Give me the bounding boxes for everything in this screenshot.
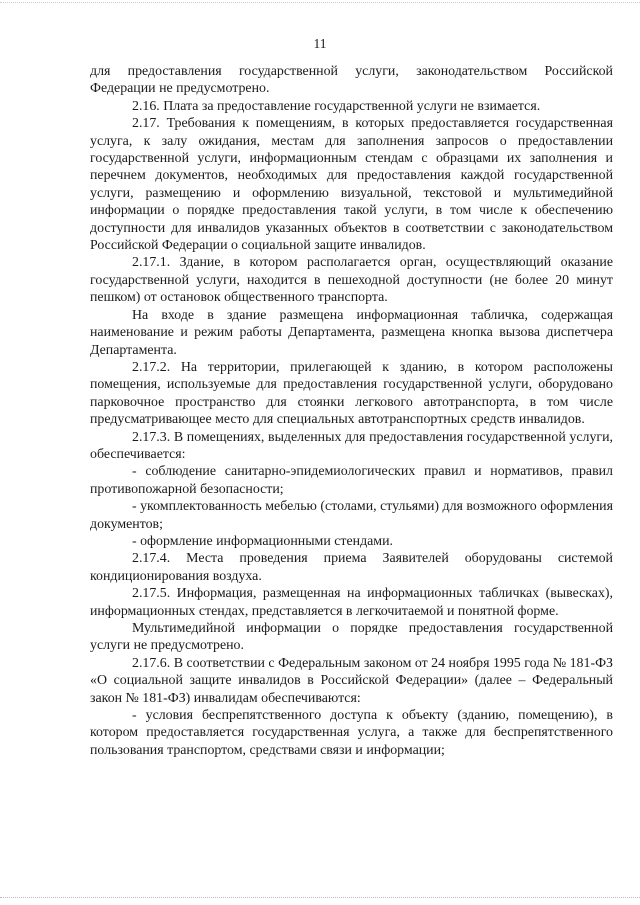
paragraph: 2.17.1. Здание, в котором располагается орган, осуществляющий оказание государственной услуги, находится в пешеходной доступности (не более 20 минут пешком) от остановок общественного транспорта. — [90, 255, 613, 306]
paragraph: 2.17.2. На территории, прилегающей к зданию, в котором расположены помещения, используемые для предоставления государственной услуги, оборудовано парковочное пространство для стоянки легкового автотранспорта, в том числе предусматривающее место для специальных автотранспортных средств инвалидов. — [90, 359, 613, 428]
paragraph: 2.16. Плата за предоставление государственной услуги не взимается. — [132, 98, 541, 114]
paragraph: 2.17. Требования к помещениям, в которых предоставляется государственная услуга, к залу ожидания, местам для заполнения запросов о предоставлении государственной услуги, информационным стендам с образцами их заполнения и перечнем документов, необходимых для предоставления каждой государственной услуги, размещению и оформлению визуальной, текстовой и мультимедийной информации о порядке предоставления такой услуги, в том числе к обеспечению доступности для инвалидов указанных объектов в соответствии с законодательством Российской Федерации о социальной защите инвалидов. — [90, 116, 613, 254]
document-body — [90, 63, 613, 759]
paragraph: 2.17.3. В помещениях, выделенных для предоставления государственной услуги, обеспечивается: — [90, 429, 613, 462]
paragraph: На входе в здание размещена информационная табличка, содержащая наименование и режим работы Департамента, размещена кнопка вызова диспетчера Департамента. — [90, 307, 613, 358]
paragraph: - условия беспрепятственного доступа к объекту (зданию, помещению), в котором предоставляется государственная услуга, а также для беспрепятственного пользования транспортом, средствами связи и информации; — [90, 708, 613, 758]
scan-edge-bottom — [0, 897, 640, 899]
paragraph: 2.17.4. Места проведения приема Заявителей оборудованы системой кондиционирования воздуха. — [90, 551, 613, 584]
paragraph: - оформление информационными стендами. — [132, 533, 393, 549]
scan-edge-top — [0, 2, 640, 4]
paragraph: Мультимедийной информации о порядке предоставления государственной услуги не предусмотрено. — [90, 621, 613, 654]
page-number: 11 — [313, 36, 327, 51]
paragraph: - укомплектованность мебелью (столами, стульями) для возможного оформления документов; — [90, 499, 613, 532]
paragraph: для предоставления государственной услуги, законодательством Российской Федерации не предусмотрено. — [90, 64, 613, 97]
paragraph: 2.17.5. Информация, размещенная на информационных табличках (вывесках), информационных стендах, представляется в легкочитаемой и понятной форме. — [90, 586, 613, 619]
paragraph: 2.17.6. В соответствии с Федеральным законом от 24 ноября 1995 года № 181-ФЗ «О социальной защите инвалидов в Российской Федерации» (далее – Федеральный закон № 181-ФЗ) инвалидам обеспечиваются: — [90, 655, 613, 706]
paragraph: - соблюдение санитарно-эпидемиологических правил и нормативов, правил противопожарной безопасности; — [90, 464, 613, 497]
